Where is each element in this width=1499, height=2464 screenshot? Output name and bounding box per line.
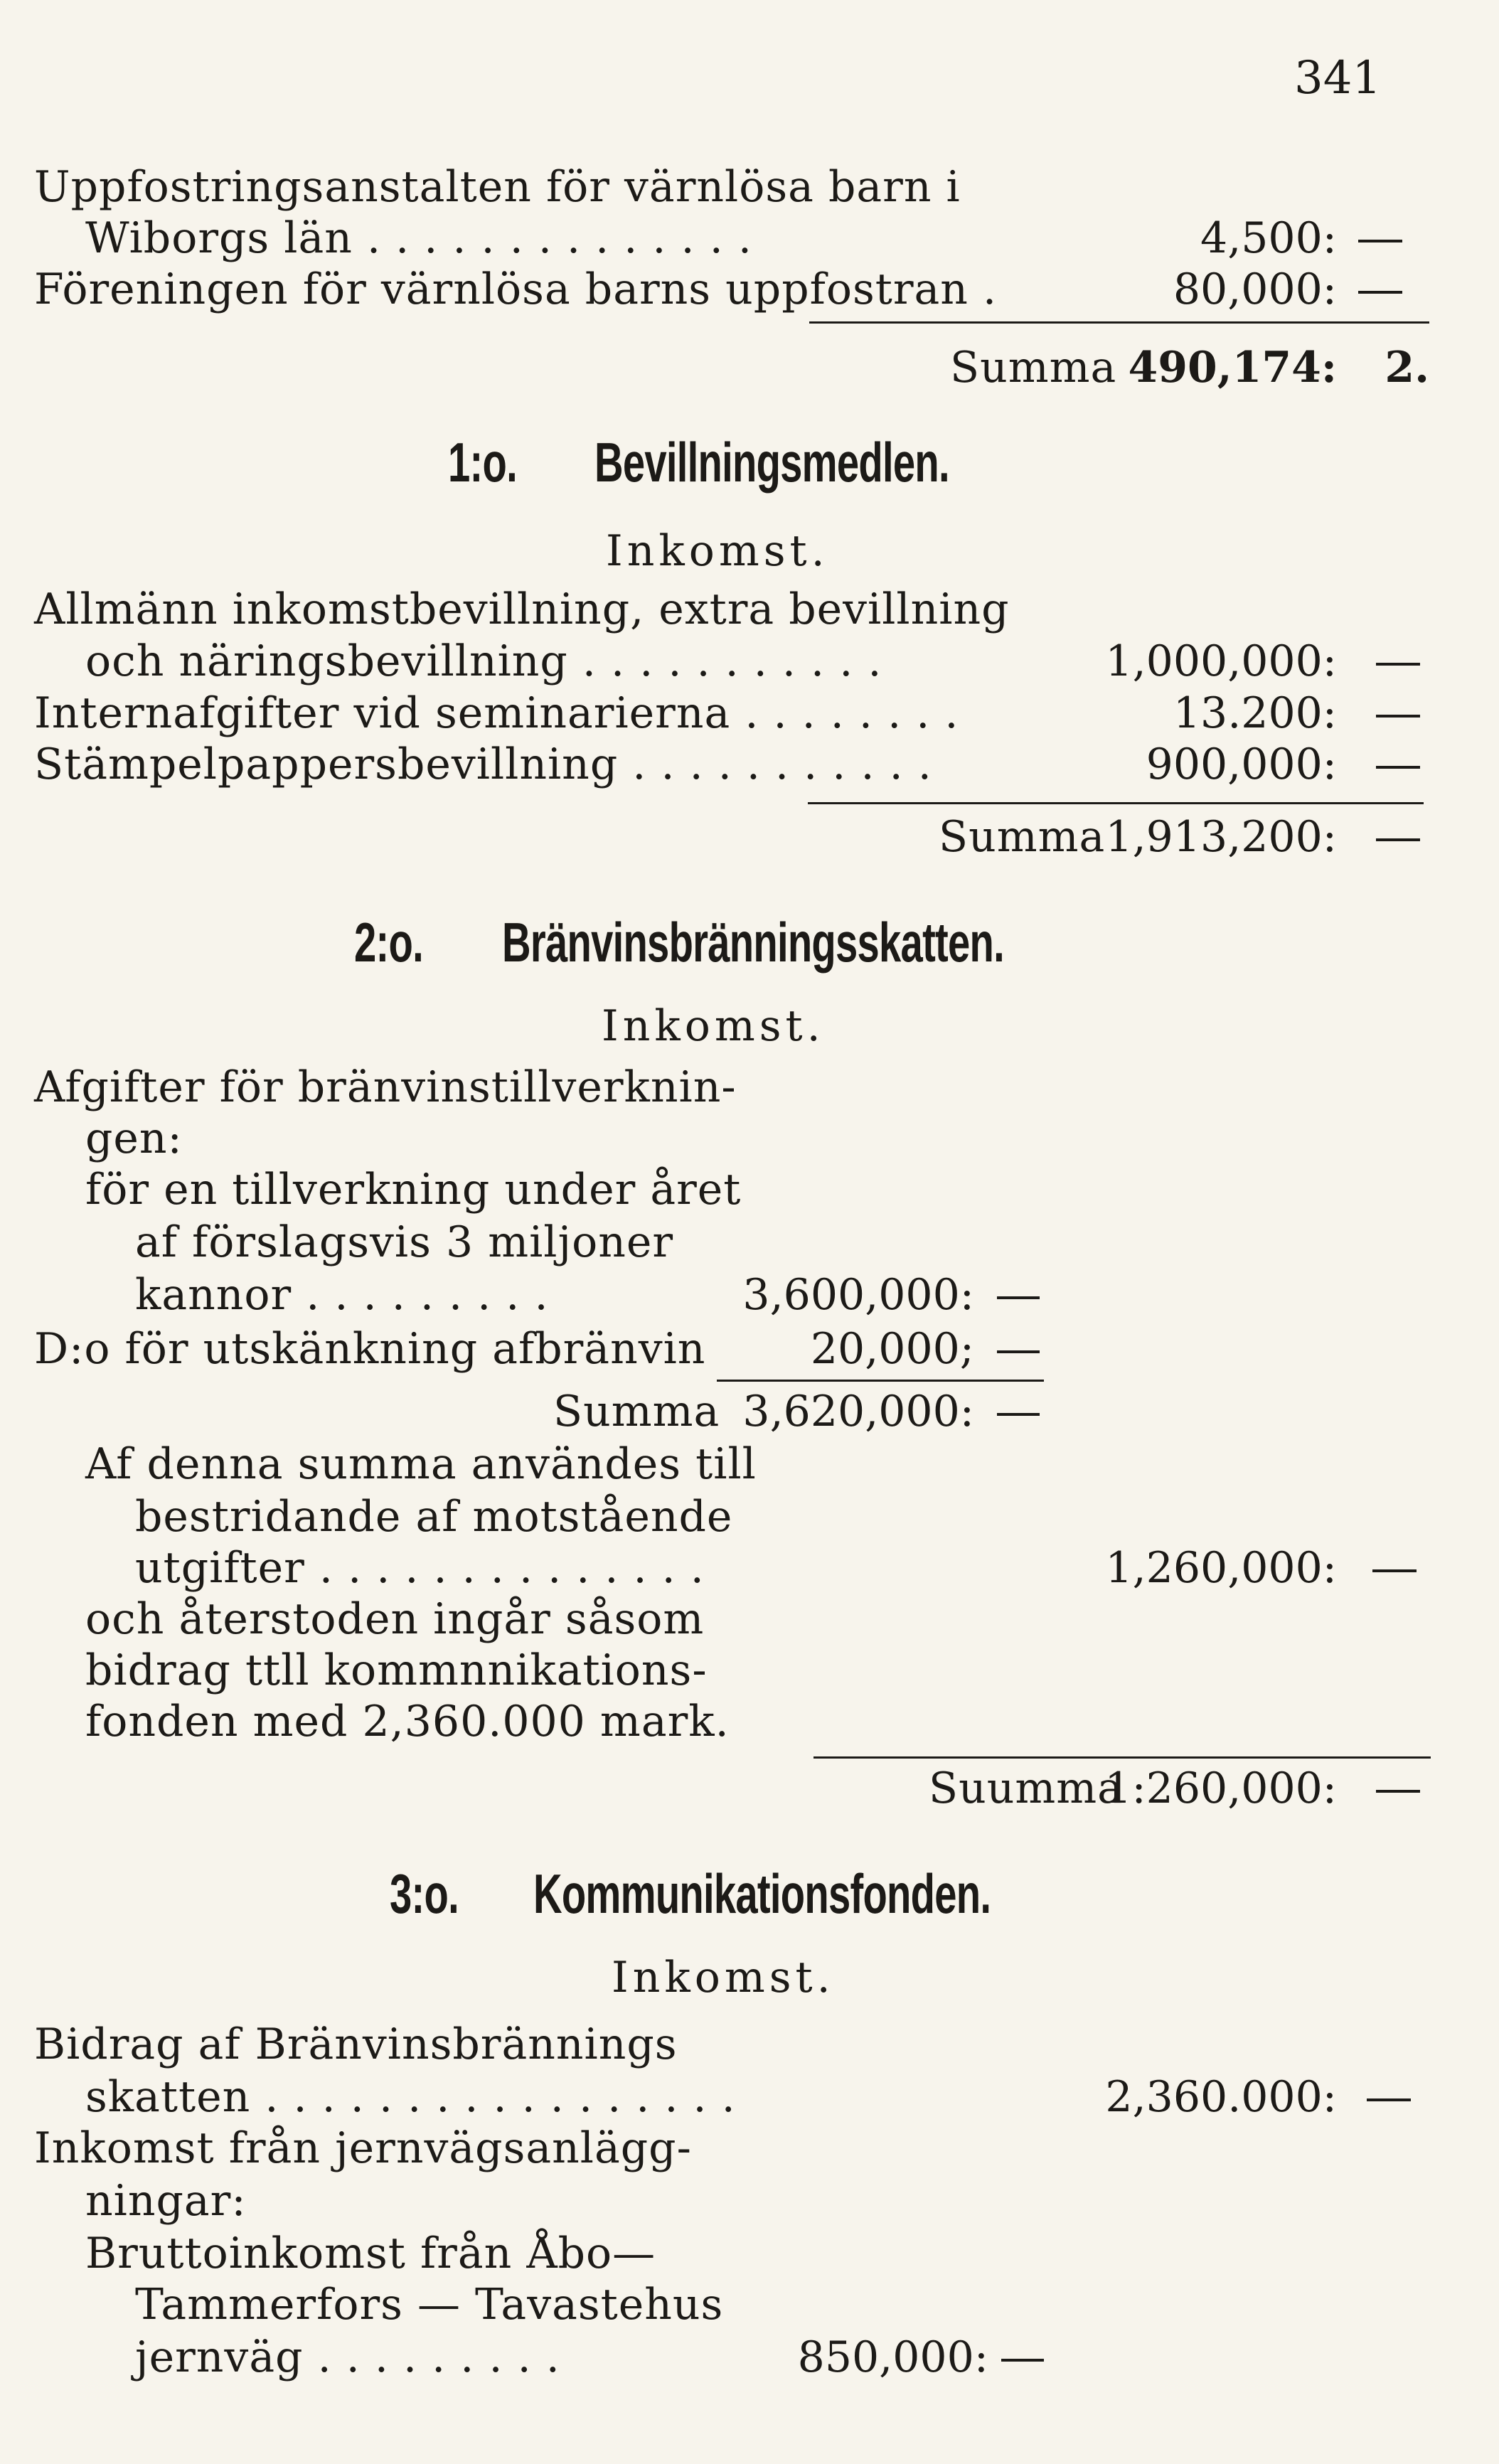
top-line-3-amount: 80,000:	[1173, 265, 1337, 314]
dash-mark	[997, 1413, 1040, 1416]
dash-mark	[1376, 838, 1420, 841]
section-2-title: Bränvinsbränningsskatten.	[502, 911, 1005, 974]
dash-mark	[1367, 2098, 1411, 2101]
section-2-line-5: kannor . . . . . . . . .	[135, 1270, 549, 1320]
section-2-summa-amount: 1:260,000:	[1104, 1764, 1337, 1813]
section-3-line-6: Tammerfors — Tavastehus	[135, 2280, 724, 2330]
section-2-summa-label: Suumma	[929, 1764, 1124, 1813]
dash-mark	[1358, 291, 1402, 294]
section-1-line-4: Stämpelpappersbevillning . . . . . . . . . . .	[34, 740, 932, 789]
dash-mark	[1376, 663, 1420, 666]
section-2-line-3: för en tillverkning under året	[85, 1165, 742, 1215]
section-3-line-4: ningar:	[85, 2176, 247, 2226]
section-3-line-7: jernväg . . . . . . . . .	[135, 2332, 560, 2382]
section-1-line-2-amount: 1,000,000:	[1105, 636, 1337, 686]
section-1-title: Bevillningsmedlen.	[594, 431, 949, 494]
dash-mark	[997, 1350, 1040, 1353]
section-2-line-11: bidrag ttll kommnnikations-	[85, 1646, 708, 1695]
top-line-1: Uppfostringsanstalten för värnlösa barn i	[34, 162, 961, 212]
section-2-line-7: Af denna summa användes till	[85, 1439, 757, 1489]
sum-rule	[809, 321, 1429, 324]
section-2-subheading: Inkomst.	[602, 1001, 825, 1051]
section-2-line-2: gen:	[85, 1114, 183, 1163]
section-1-line-3: Internafgifter vid seminarierna . . . . . . . .	[34, 688, 959, 738]
section-2-line-8: bestridande af motstående	[135, 1492, 733, 1542]
section-3-number: 3:o.	[390, 1862, 459, 1925]
section-3-line-2: skatten . . . . . . . . . . . . . . . . .	[85, 2072, 736, 2122]
top-summa-label: Summa	[950, 343, 1117, 393]
section-3-line-5: Bruttoinkomst från Åbo—	[85, 2229, 656, 2278]
section-2-inner-summa-amount: 3,620,000:	[742, 1387, 974, 1436]
section-2-line-4: af förslagsvis 3 miljoner	[135, 1217, 674, 1267]
section-1-number: 1:o.	[448, 431, 517, 494]
section-2-inner-summa-label: Summa	[553, 1387, 720, 1436]
top-summa-fraction: 2.	[1385, 343, 1429, 393]
section-1-line-3-amount: 13.200:	[1173, 688, 1337, 738]
section-3-line-7-amount: 850,000:	[797, 2332, 988, 2382]
section-1-line-4-amount: 900,000:	[1146, 740, 1337, 789]
section-3-title: Kommunikationsfonden.	[533, 1862, 991, 1925]
section-2-line-12: fonden med 2,360.000 mark.	[85, 1697, 730, 1746]
section-1-subheading: Inkomst.	[606, 526, 829, 576]
sum-rule	[717, 1380, 1044, 1382]
dash-mark	[1372, 1569, 1417, 1572]
top-summa-amount: 490,174:	[1128, 343, 1337, 393]
dash-mark	[1376, 766, 1420, 769]
section-2-line-5-amount: 3,600,000:	[742, 1270, 974, 1320]
dash-mark	[997, 1296, 1040, 1299]
section-3-line-3: Inkomst från jernvägsanlägg-	[34, 2123, 692, 2173]
section-1-line-1: Allmänn inkomstbevillning, extra bevillning	[34, 585, 1010, 634]
section-1-line-2: och näringsbevillning . . . . . . . . . . .	[85, 636, 882, 686]
page-number: 341	[1294, 52, 1382, 105]
section-1-summa-label: Summa	[939, 812, 1106, 862]
section-2-line-9: utgifter . . . . . . . . . . . . . .	[135, 1543, 705, 1593]
section-1-summa-amount: 1,913,200:	[1105, 812, 1337, 862]
section-2-number: 2:o.	[354, 911, 423, 974]
section-2-line-1: Afgifter för bränvinstillverknin-	[34, 1062, 737, 1112]
dash-mark	[1376, 715, 1420, 718]
top-line-2: Wiborgs län . . . . . . . . . . . . . .	[85, 213, 752, 263]
top-line-3: Föreningen för värnlösa barns uppfostran .	[34, 265, 998, 314]
sum-rule	[808, 802, 1424, 804]
section-3-line-1: Bidrag af Bränvinsbrännings	[34, 2020, 678, 2069]
section-2-line-6: D:o för utskänkning afbränvin	[34, 1324, 706, 1374]
section-3-subheading: Inkomst.	[612, 1953, 835, 2002]
sum-rule	[813, 1756, 1431, 1759]
section-3-line-2-amount: 2,360.000:	[1105, 2072, 1337, 2122]
top-line-2-amount: 4,500:	[1200, 213, 1337, 263]
section-2-line-6-amount: 20,000;	[810, 1324, 974, 1374]
dash-mark	[1358, 240, 1402, 242]
dash-mark	[1376, 1790, 1420, 1793]
dash-mark	[1001, 2359, 1044, 2362]
section-2-line-10: och återstoden ingår såsom	[85, 1594, 705, 1644]
section-2-line-9-amount: 1,260,000:	[1105, 1543, 1337, 1593]
